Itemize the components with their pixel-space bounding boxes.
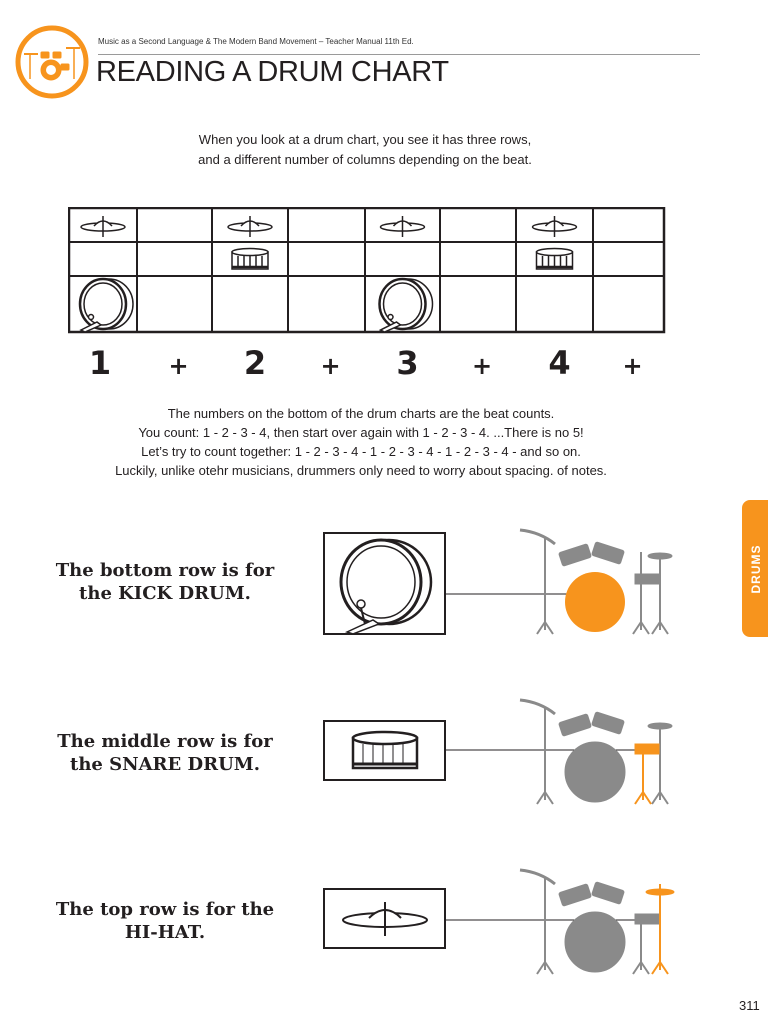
- page-title: READING A DRUM CHART: [96, 56, 449, 88]
- explanation-line: Let’s try to count together: 1 - 2 - 3 - 4 - 1 - 2 - 3 - 4 - 1 - 2 - 3 - 4 - and so on.: [141, 444, 581, 459]
- caption-line: HI-HAT.: [124, 922, 206, 943]
- snare-hit: [232, 249, 268, 270]
- snare-row-caption: [30, 730, 300, 776]
- beat-counts: [68, 340, 664, 388]
- hihat-row-caption: [30, 898, 300, 944]
- explanation-line: Luckily, unlike otehr musicians, drummers only need to worry about spacing. of notes.: [115, 463, 607, 478]
- intro-line: and a different number of columns depending on the beat.: [198, 152, 532, 167]
- drum-chart: [68, 207, 666, 335]
- intro-line: When you look at a drum chart, you see it has three rows,: [198, 132, 532, 147]
- caption-line: The middle row is for: [57, 731, 273, 752]
- beat-number: 3: [396, 344, 419, 382]
- caption-line: The top row is for the: [55, 899, 275, 920]
- caption-line: The bottom row is for: [55, 560, 275, 581]
- running-head: Music as a Second Language & The Modern Band Movement – Teacher Manual 11th Ed.: [98, 37, 414, 46]
- caption-line: the SNARE DRUM.: [70, 754, 260, 775]
- side-tab-label: DRUMS: [749, 544, 763, 593]
- hihat-box: [323, 888, 447, 950]
- page-number: 311: [739, 998, 760, 1013]
- explanation-line: You count: 1 - 2 - 3 - 4, then start over again with 1 - 2 - 3 - 4. ...There is no 5!: [138, 425, 584, 440]
- beat-and: +: [320, 352, 341, 380]
- snare-drum-icon: [353, 732, 417, 768]
- snare-hit: [537, 249, 573, 270]
- kick-row-caption: [30, 559, 300, 605]
- beat-and: +: [622, 352, 643, 380]
- intro-text: [0, 130, 730, 170]
- beat-and: +: [168, 352, 189, 380]
- beat-number: 2: [243, 344, 267, 382]
- kick-drum-box: [323, 532, 447, 636]
- drum-kit-hihat-highlight: [445, 862, 685, 982]
- drum-kit-kick-highlight: [445, 522, 685, 642]
- beat-number: 1: [88, 344, 112, 382]
- caption-line: the KICK DRUM.: [79, 583, 251, 604]
- explanation-text: [0, 404, 722, 480]
- drum-kit-logo: [14, 24, 90, 100]
- snare-drum-box: [323, 720, 447, 782]
- drums-section-tab: [742, 500, 768, 637]
- header-rule: [98, 54, 700, 55]
- beat-and: +: [471, 352, 493, 380]
- explanation-line: The numbers on the bottom of the drum charts are the beat counts.: [167, 406, 555, 421]
- drum-kit-snare-highlight: [445, 692, 685, 812]
- beat-number: 4: [548, 344, 571, 382]
